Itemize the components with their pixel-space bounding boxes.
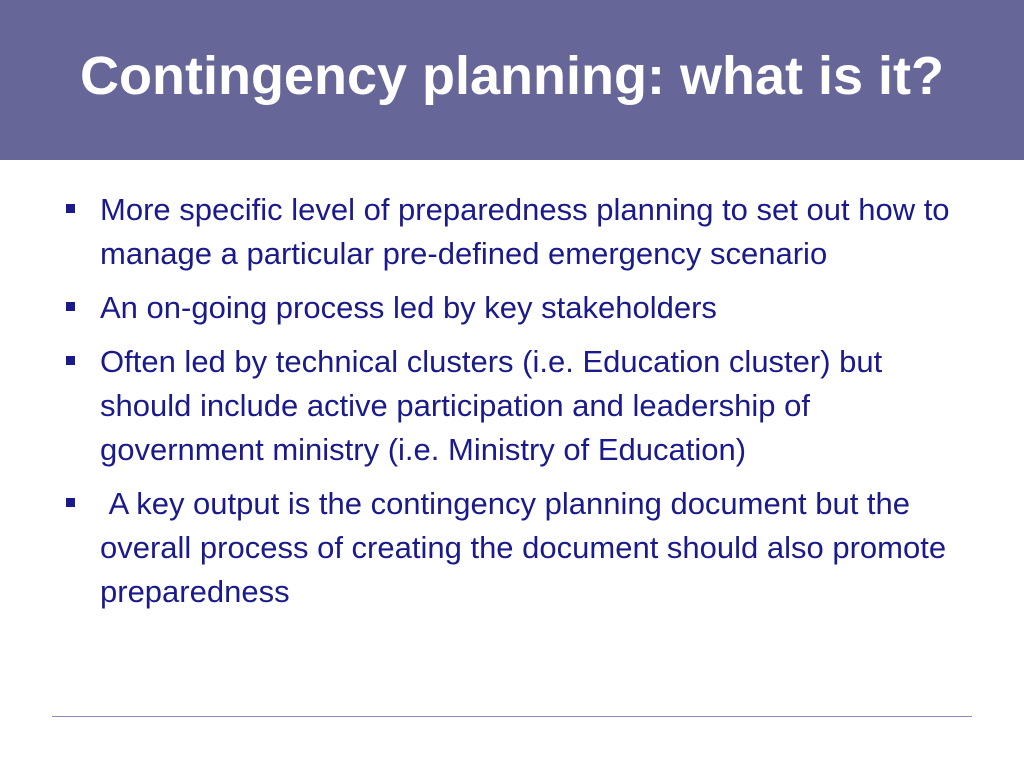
- square-bullet-icon: [66, 498, 75, 507]
- bottom-divider: [52, 716, 972, 717]
- bullet-item: [0, 482, 960, 614]
- bullet-item: [0, 286, 960, 330]
- square-bullet-icon: [66, 356, 75, 365]
- square-bullet-icon: [66, 204, 75, 213]
- slide-title: Contingency planning: what is it?: [80, 46, 944, 106]
- square-bullet-icon: [66, 302, 75, 311]
- bullet-item: [0, 340, 960, 472]
- bullet-text: A key output is the contingency planning document but the overall process of creating the document should also promote preparedness: [100, 486, 955, 609]
- title-bar: [0, 0, 1024, 160]
- bullet-text: An on-going process led by key stakeholders: [100, 290, 717, 325]
- bullet-item: [0, 188, 960, 276]
- bullet-text: Often led by technical clusters (i.e. Education cluster) but should include active participation and leadership of government ministry (i.e. Ministry of Education): [100, 344, 883, 467]
- bullet-text: More specific level of preparedness planning to set out how to manage a particular pre-defined emergency scenario: [100, 192, 950, 271]
- bullet-list: [0, 188, 1024, 624]
